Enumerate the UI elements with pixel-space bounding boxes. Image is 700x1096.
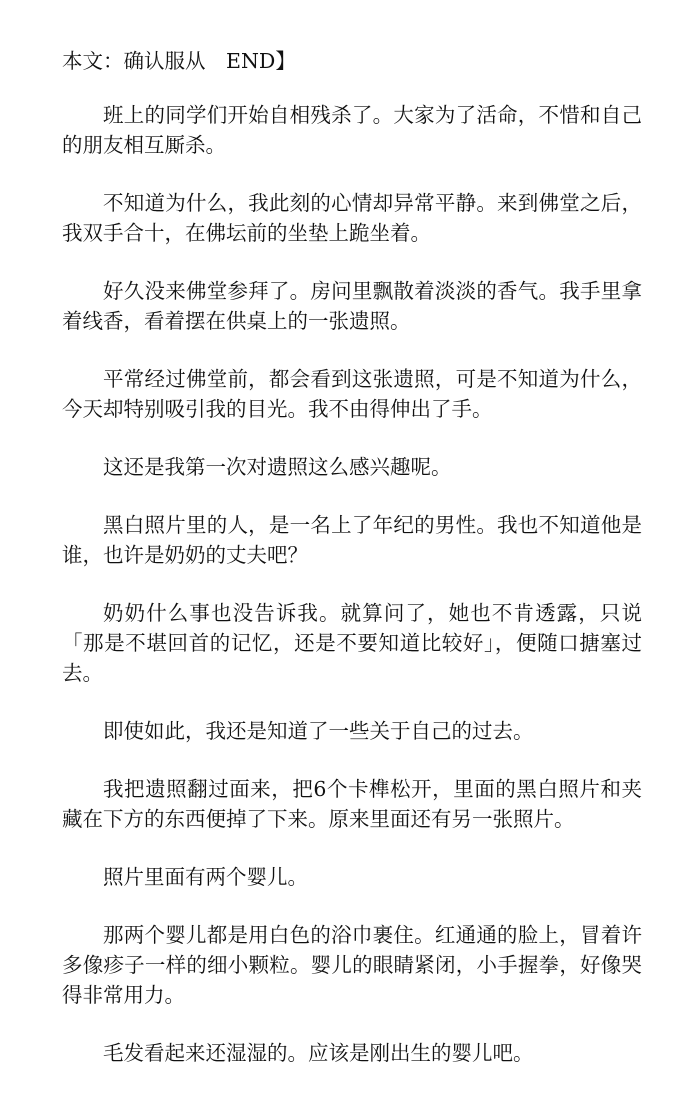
paragraph: 班上的同学们开始自相残杀了。大家为了活命，不惜和自己的朋友相互厮杀。 <box>62 103 642 157</box>
paragraph: 我把遗照翻过面来，把6个卡榫松开，里面的黑白照片和夹藏在下方的东西便掉了下来。原来里面还有另一张照片。 <box>62 777 642 831</box>
paragraph: 即使如此，我还是知道了一些关于自己的过去。 <box>103 719 534 743</box>
paragraph: 这还是我第一次对遗照这么感兴趣呢。 <box>103 455 452 479</box>
document-page <box>62 46 642 1096</box>
paragraph: 好久没来佛堂参拜了。房问里飘散着淡淡的香气。我手里拿着线香，看着摆在供桌上的一张遗照。 <box>62 279 642 333</box>
paragraph: 毛发看起来还湿湿的。应该是刚出生的婴儿吧。 <box>103 1041 534 1065</box>
paragraph: 平常经过佛堂前，都会看到这张遗照，可是不知道为什么，今天却特别吸引我的目光。我不由得伸出了手。 <box>62 367 642 421</box>
paragraph: 奶奶什么事也没告诉我。就算问了，她也不肯透露，只说「那是不堪回首的记忆，还是不要知道比较好」，便随口搪塞过去。 <box>62 601 642 685</box>
chapter-heading: 本文：确认服从 END】 <box>62 49 296 73</box>
paragraph: 照片里面有两个婴儿。 <box>103 865 308 889</box>
paragraph: 那两个婴儿都是用白色的浴巾裹住。红通通的脸上，冒着许多像疹子一样的细小颗粒。婴儿的眼睛紧闭，小手握拳，好像哭得非常用力。 <box>62 923 642 1007</box>
paragraph: 黑白照片里的人，是一名上了年纪的男性。我也不知道他是谁，也许是奶奶的丈夫吧？ <box>62 513 642 567</box>
paragraph: 不知道为什么，我此刻的心情却异常平静。来到佛堂之后，我双手合十，在佛坛前的坐垫上跪坐着。 <box>62 191 642 245</box>
